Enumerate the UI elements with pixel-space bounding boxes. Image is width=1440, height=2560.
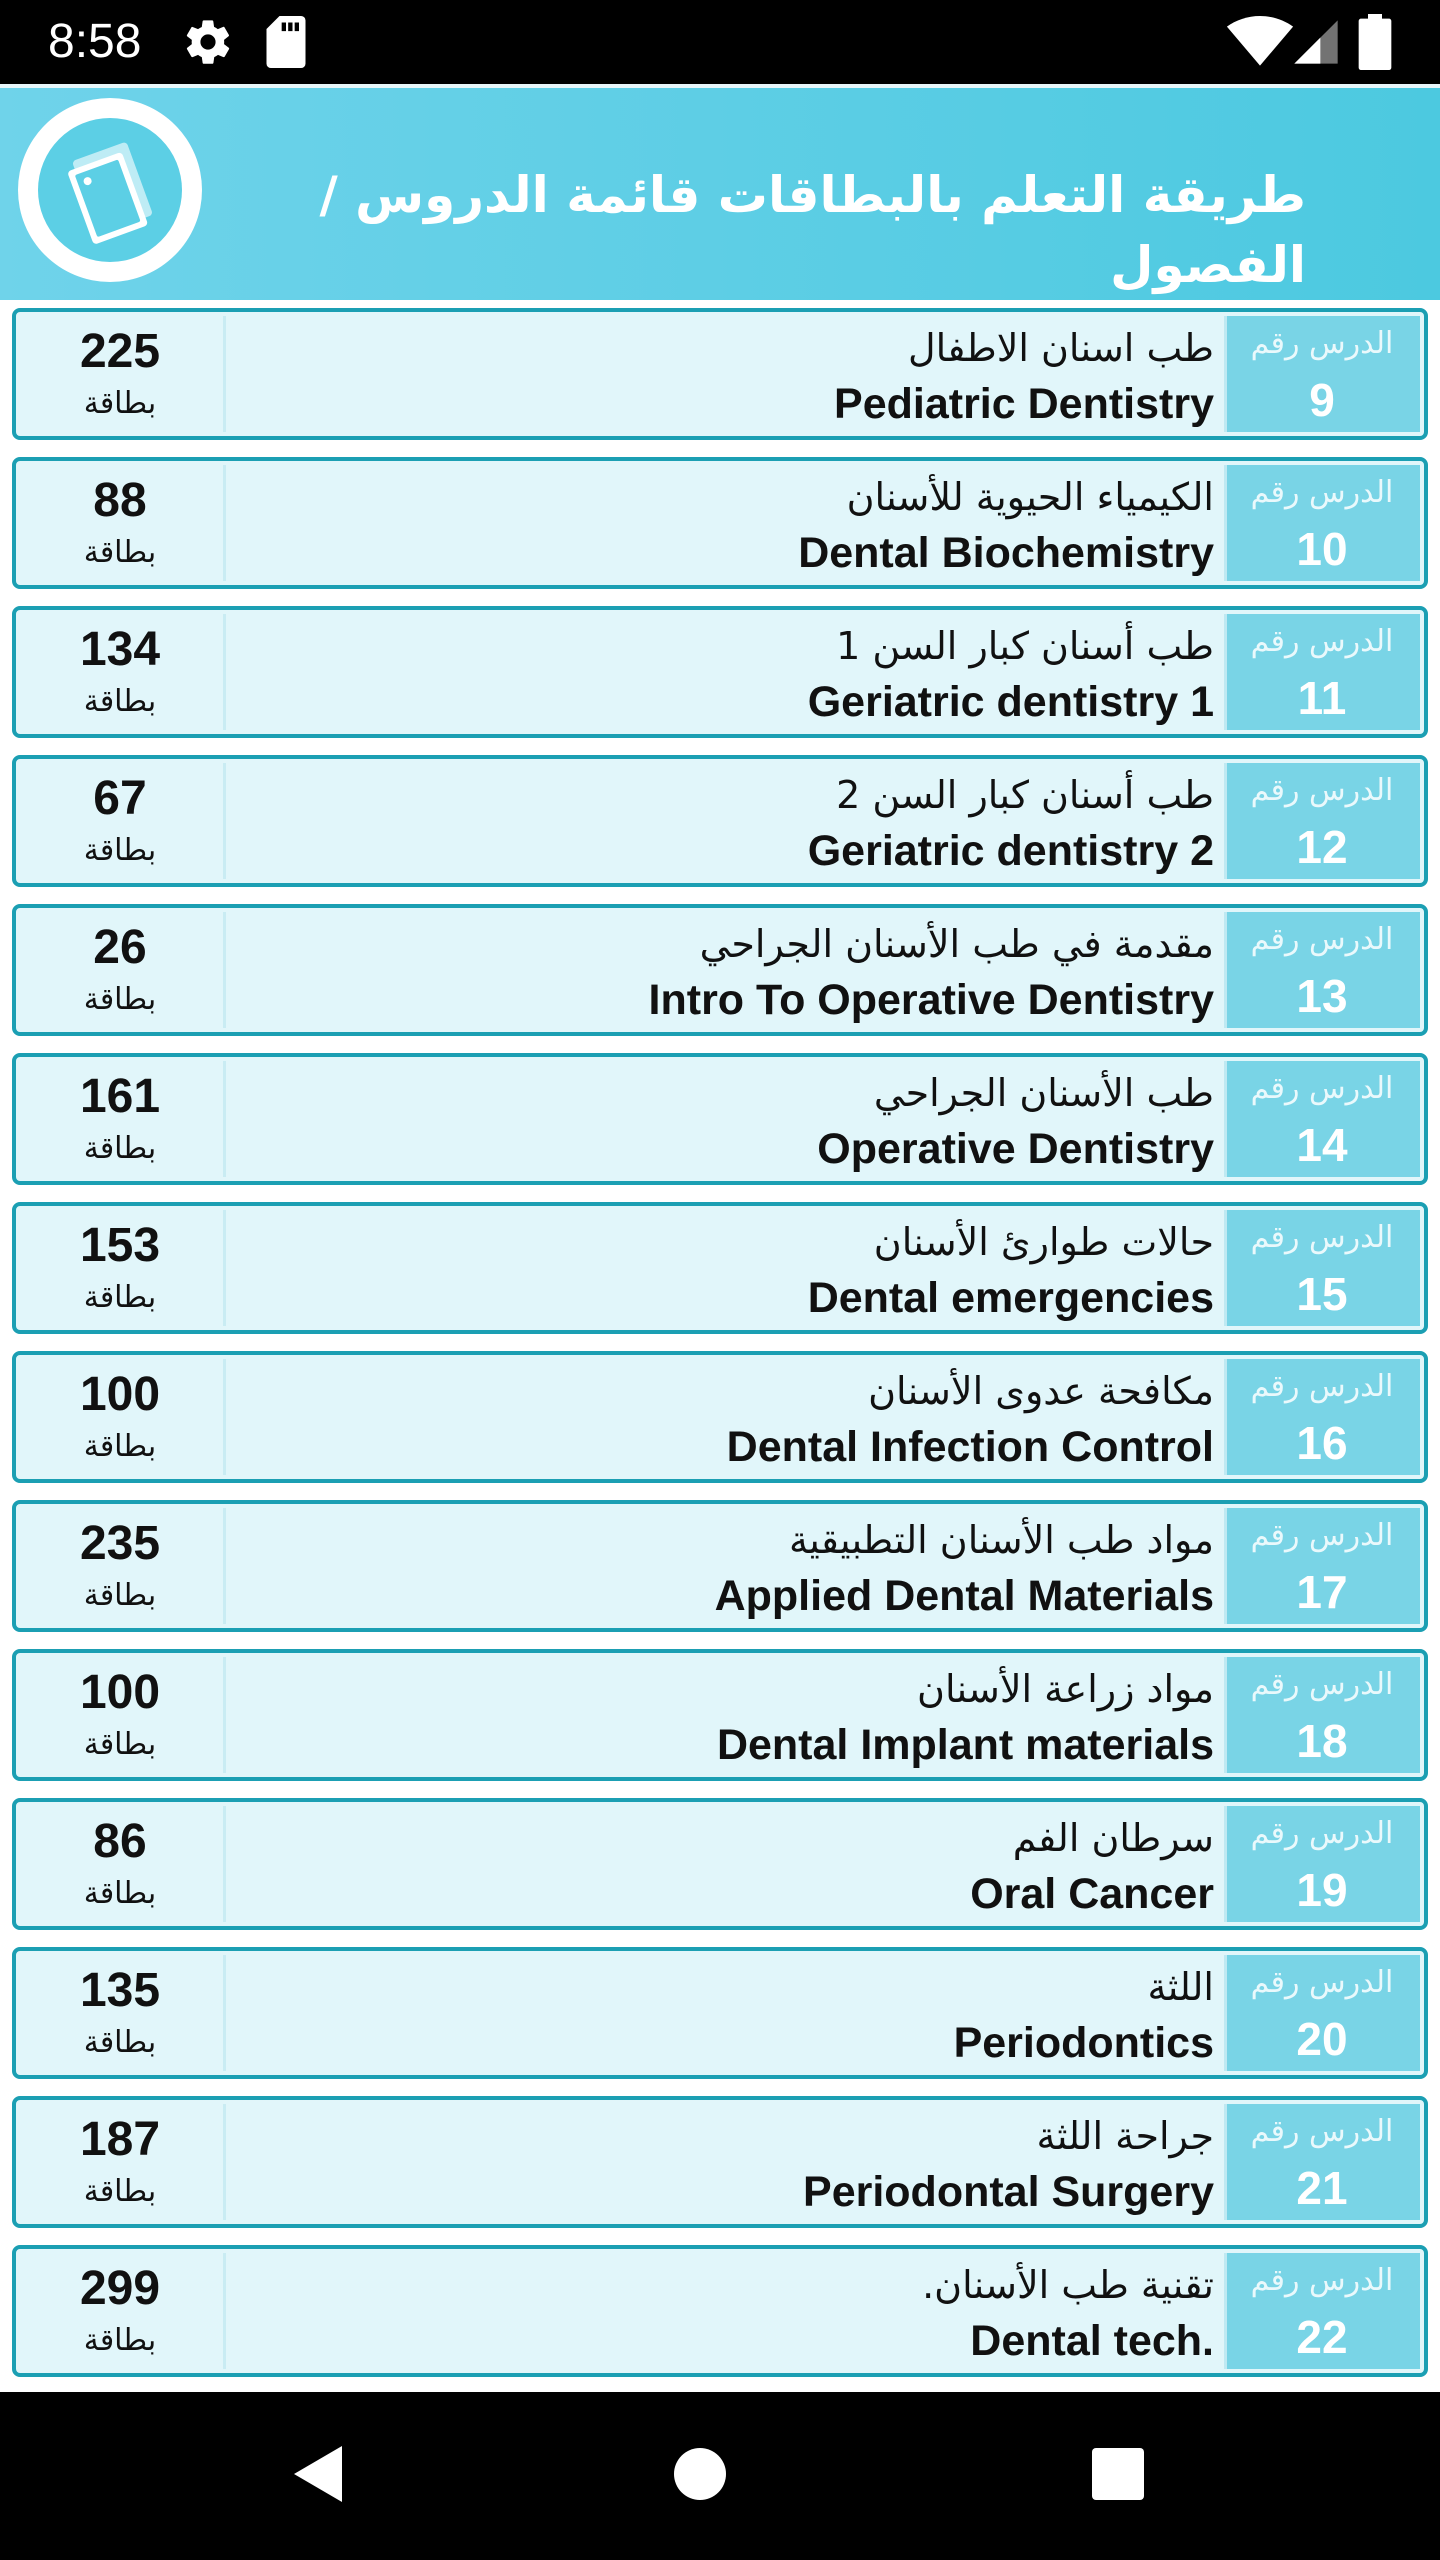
lesson-number: 9 — [1309, 374, 1335, 426]
lesson-label: الدرس رقم — [1250, 624, 1394, 659]
lesson-number-box — [1224, 2104, 1420, 2220]
lesson-number: 19 — [1296, 1864, 1348, 1916]
lesson-number: 10 — [1296, 523, 1348, 575]
card-count-unit: بطاقة — [83, 1578, 157, 1613]
signal-icon — [1290, 16, 1342, 68]
lesson-title-english: Periodontics — [953, 2019, 1214, 2067]
lesson-number-box — [1224, 1955, 1420, 2071]
lesson-number: 20 — [1296, 2013, 1348, 2065]
lesson-title-english: Geriatric dentistry 2 — [807, 827, 1214, 875]
lesson-title-english: Dental tech. — [970, 2317, 1214, 2365]
back-icon[interactable] — [288, 2442, 348, 2506]
wifi-icon — [1225, 16, 1295, 68]
lesson-number-box — [1224, 912, 1420, 1028]
lesson-title-arabic: الكيمياء الحيوية للأسنان — [846, 475, 1214, 519]
lesson-number: 17 — [1296, 1566, 1348, 1618]
lesson-title-english: Geriatric dentistry 1 — [807, 678, 1214, 726]
lesson-number-box — [1224, 1657, 1420, 1773]
card-count-unit: بطاقة — [83, 1727, 157, 1762]
lesson-number: 22 — [1296, 2311, 1348, 2363]
card-count-unit: بطاقة — [83, 1131, 157, 1166]
lesson-title-arabic: اللثة — [1147, 1965, 1214, 2009]
card-count: 235 — [79, 1517, 161, 1570]
divider — [0, 2382, 1440, 2392]
lesson-card[interactable] — [12, 1649, 1428, 1781]
lesson-title-english: Dental Biochemistry — [798, 529, 1214, 577]
card-count-box — [20, 1955, 226, 2071]
lesson-number-box — [1224, 1061, 1420, 1177]
card-count-box — [20, 1210, 226, 1326]
status-bar — [0, 0, 1440, 84]
lesson-title-english: Dental Implant materials — [716, 1721, 1214, 1769]
lesson-title-arabic: مواد زراعة الأسنان — [917, 1667, 1214, 1711]
card-count-box — [20, 1806, 226, 1922]
lesson-title-english: Dental emergencies — [807, 1274, 1214, 1322]
lesson-number-box — [1224, 1806, 1420, 1922]
card-count: 100 — [79, 1666, 161, 1719]
card-count-unit: بطاقة — [83, 386, 157, 421]
lesson-title-arabic: طب اسنان الاطفال — [908, 326, 1214, 370]
card-count-unit: بطاقة — [83, 1876, 157, 1911]
lesson-number: 12 — [1296, 821, 1348, 873]
lesson-number: 16 — [1296, 1417, 1348, 1469]
recents-icon[interactable] — [1090, 2442, 1146, 2506]
lesson-title-arabic: سرطان الفم — [1012, 1816, 1214, 1860]
lesson-label: الدرس رقم — [1250, 1220, 1394, 1255]
page-title: طريقة التعلم بالبطاقات قائمة الدروس /الفصول — [319, 166, 1306, 294]
card-count-box — [20, 763, 226, 879]
card-count-box — [20, 316, 226, 432]
system-nav-bar — [0, 2392, 1440, 2560]
lesson-number-box — [1224, 2253, 1420, 2369]
card-count: 100 — [79, 1368, 161, 1421]
card-count-box — [20, 2253, 226, 2369]
lesson-card[interactable] — [12, 1351, 1428, 1483]
card-count-unit: بطاقة — [83, 2323, 157, 2358]
lesson-label: الدرس رقم — [1250, 1965, 1394, 2000]
lesson-label: الدرس رقم — [1250, 1518, 1394, 1553]
card-count: 187 — [79, 2113, 161, 2166]
lesson-title-arabic: تقنية طب الأسنان. — [922, 2263, 1214, 2307]
lesson-label: الدرس رقم — [1250, 773, 1394, 808]
card-count: 299 — [79, 2262, 161, 2315]
card-count-unit: بطاقة — [83, 2025, 157, 2060]
lesson-number-box — [1224, 316, 1420, 432]
lesson-title-english: Intro To Operative Dentistry — [648, 976, 1214, 1024]
lesson-label: الدرس رقم — [1250, 1667, 1394, 1702]
card-count-box — [20, 912, 226, 1028]
lesson-number: 13 — [1296, 970, 1348, 1022]
card-count-box — [20, 2104, 226, 2220]
card-count-box — [20, 1657, 226, 1773]
lesson-label: الدرس رقم — [1250, 1369, 1394, 1404]
status-time: 8:58 — [48, 15, 142, 68]
lesson-number-box — [1224, 614, 1420, 730]
card-count-unit: بطاقة — [83, 1429, 157, 1464]
lesson-number: 14 — [1296, 1119, 1348, 1171]
lesson-title-english: Dental Infection Control — [726, 1423, 1214, 1471]
lesson-title-arabic: مواد طب الأسنان التطبيقية — [788, 1518, 1214, 1562]
card-count: 26 — [93, 921, 147, 974]
lesson-label: الدرس رقم — [1250, 326, 1394, 361]
card-count-unit: بطاقة — [83, 2174, 157, 2209]
lesson-card[interactable] — [12, 755, 1428, 887]
card-count-box — [20, 465, 226, 581]
lesson-card[interactable] — [12, 457, 1428, 589]
lesson-title-arabic: حالات طوارئ الأسنان — [873, 1220, 1214, 1264]
lesson-number-box — [1224, 1210, 1420, 1326]
lesson-title-arabic: طب الأسنان الجراحي — [873, 1071, 1214, 1115]
lesson-card[interactable] — [12, 308, 1428, 440]
lesson-number-box — [1224, 465, 1420, 581]
gear-icon — [182, 16, 234, 68]
card-count: 134 — [79, 623, 161, 676]
lesson-label: الدرس رقم — [1250, 922, 1394, 957]
flashcards-logo-icon — [18, 98, 202, 282]
card-count: 153 — [79, 1219, 161, 1272]
card-count: 135 — [79, 1964, 161, 2017]
lesson-title-english: Periodontal Surgery — [803, 2168, 1214, 2216]
lesson-title-english: Pediatric Dentistry — [834, 380, 1214, 428]
lesson-number: 11 — [1297, 672, 1347, 724]
lesson-card[interactable] — [12, 1798, 1428, 1930]
card-count-unit: بطاقة — [83, 1280, 157, 1315]
lesson-number: 15 — [1296, 1268, 1348, 1320]
lesson-card[interactable] — [12, 2096, 1428, 2228]
lesson-card[interactable] — [12, 2245, 1428, 2377]
lesson-label: الدرس رقم — [1250, 2114, 1394, 2149]
card-count: 86 — [93, 1815, 147, 1868]
card-count: 225 — [79, 325, 161, 378]
card-count-box — [20, 614, 226, 730]
lesson-number-box — [1224, 763, 1420, 879]
lesson-title-english: Oral Cancer — [970, 1870, 1214, 1918]
lesson-title-arabic: مقدمة في طب الأسنان الجراحي — [699, 922, 1214, 966]
lesson-title-arabic: طب أسنان كبار السن 2 — [836, 773, 1214, 817]
card-count-unit: بطاقة — [83, 982, 157, 1017]
card-count-unit: بطاقة — [83, 684, 157, 719]
app-header — [0, 84, 1440, 300]
card-count: 161 — [79, 1070, 161, 1123]
lesson-title-arabic: جراحة اللثة — [1036, 2114, 1214, 2158]
lesson-number-box — [1224, 1508, 1420, 1624]
lesson-label: الدرس رقم — [1250, 1071, 1394, 1106]
card-count-box — [20, 1061, 226, 1177]
sd-card-icon — [264, 16, 308, 68]
lesson-card[interactable] — [12, 1053, 1428, 1185]
lesson-card[interactable] — [12, 606, 1428, 738]
home-icon[interactable] — [668, 2442, 732, 2506]
card-count-box — [20, 1359, 226, 1475]
card-count: 88 — [93, 474, 147, 527]
lesson-label: الدرس رقم — [1250, 475, 1394, 510]
lesson-card[interactable] — [12, 904, 1428, 1036]
lesson-label: الدرس رقم — [1250, 1816, 1394, 1851]
lesson-number-box — [1224, 1359, 1420, 1475]
lesson-card[interactable] — [12, 1947, 1428, 2079]
lesson-card[interactable] — [12, 1500, 1428, 1632]
card-count-box — [20, 1508, 226, 1624]
card-count-unit: بطاقة — [83, 535, 157, 570]
lesson-title-arabic: مكافحة عدوى الأسنان — [868, 1369, 1214, 1413]
lesson-title-arabic: طب أسنان كبار السن 1 — [836, 624, 1214, 668]
lesson-card[interactable] — [12, 1202, 1428, 1334]
lesson-number: 18 — [1296, 1715, 1348, 1767]
lesson-label: الدرس رقم — [1250, 2263, 1394, 2298]
lesson-title-english: Applied Dental Materials — [714, 1572, 1214, 1620]
card-count: 67 — [93, 772, 147, 825]
lesson-title-english: Operative Dentistry — [817, 1125, 1214, 1173]
card-count-unit: بطاقة — [83, 833, 157, 868]
battery-icon — [1357, 14, 1393, 70]
lesson-number: 21 — [1296, 2162, 1348, 2214]
